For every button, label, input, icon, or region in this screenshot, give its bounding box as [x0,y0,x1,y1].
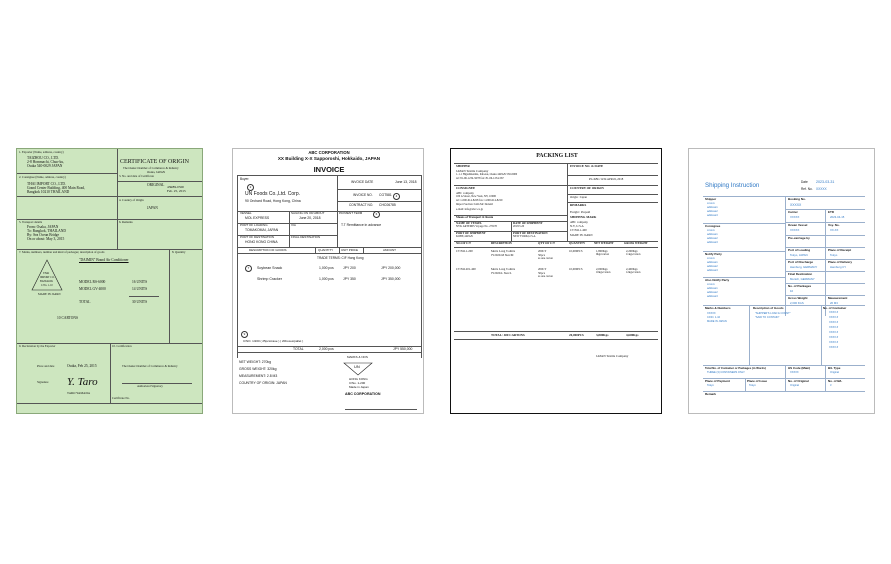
mark-line-3: BANGKOK [40,280,53,283]
col-description: DESCRIPTION OF GOODS [249,248,287,252]
buyer-name: UN Foods Co.,Ltd. Corp. [245,191,301,197]
packages-label: No. of Packages [788,284,812,288]
country-value: Origin : Japan [570,195,587,199]
item-1-desc: Soybean Snack [257,266,283,270]
payment-value: T.T Remittance in advance [341,223,382,227]
invoice-no-label: INVOICE NO. [353,193,373,197]
col-description: DESCRIPTION [491,241,512,245]
case-numbers: C/NO. 1/200 ( 25pcs/case ) ( 20boxes/pallet ) [243,339,304,343]
shipping-mark-1: ABC company [570,220,588,224]
delivery-label: Place of Delivery [828,260,853,264]
buyer-address: 90 Orchard Road, Hong Kong, China [245,199,301,203]
vessel-label: Ocean Vessel [788,223,808,227]
shipping-mark-label: SHIPPING MARK [570,215,597,219]
carrier-value: XXXXX [790,215,800,219]
invoice-no: CGT581 [379,193,392,197]
bl-type-value: Original [830,371,839,374]
shipper-line-3: address2 [707,210,718,213]
row-1-net2: 9kgs/carton [596,253,610,256]
original-value: Original [790,384,799,387]
discharge-value: Hamburg, GERMANY [790,265,818,269]
item-1-price: JPY 200 [343,266,356,270]
sailing-value: June 20, 2018 [299,216,321,220]
issuer-text: The Osaka Chamber of Commerce & Industry [123,166,179,170]
cert-no: 43R89-0500 [167,185,184,189]
remarks-value: Freight : Prepaid [570,210,591,214]
signer-name: TARO YAMADA [67,391,91,395]
consignee-label: Consignee [705,224,721,228]
exporter-address-1: 2-8 Hommachi, Chuo-ku, [27,160,64,164]
total-quantity: 30 UNITS [132,300,148,304]
col-amount: AMOUNT [383,248,396,252]
row-2-no: CT/NO.201-400 [456,267,476,271]
contract-no: CHC06785 [379,203,396,207]
exporter-label: 1. Exporter (Name, address, country) [19,150,64,154]
notify-line-3: address2 [707,265,718,268]
payment-label: PAYMENT TERM [339,211,363,215]
row-1-no: CT/NO.1-200 [456,249,473,253]
shipper-label: Shipper [705,197,717,201]
mark-un: UN [354,364,360,369]
container-label: No. of Container [823,306,847,310]
packing-signer: JAPAN Textile Company [596,354,629,358]
invoice-document [232,148,424,414]
row-1-qty: 200CT [538,249,547,253]
buyer-label: Buyer: [240,177,250,181]
notify-line-1: xxxxxx [707,257,715,260]
cartons-count: 10 CARTONS [57,316,78,320]
shipping-title: Shipping Instruction [705,182,760,189]
original-label: ORIGINAL [147,183,165,187]
shipper-name: JAPAN Textile Company [456,169,489,173]
vessel-label: NAME OF VESSEL [456,221,483,225]
circle-marker-2: 2 [247,184,254,191]
shipment-date-label: DATE OF SHIPMENT [513,221,543,225]
booking-value: XXXXX [790,203,802,207]
final-destination-value: Munich, GERMANY [790,277,815,281]
receipt-label: Place of Receipt [828,248,852,252]
measurement-value: 20 M3 [830,301,838,305]
destination-value: HONG KONG CHINA [245,240,278,244]
mark-line-2: IMPORT CO. [40,276,55,279]
also-notify-line-1: xxxxxx [707,283,715,286]
row-2-pcs2: as one carton [538,275,553,278]
col-qty-ct: QTY OF C/T [538,241,555,245]
row-2-qty: 200CT [538,267,547,271]
carrier-label: Carrier [788,210,798,214]
invoice-date: June 13, 2018 [395,180,417,184]
total-label: Total No. of Container or Packages (in Words) [705,366,766,370]
pod-label: PORT OF DESTINATION [513,231,548,235]
voyage-label: Voy. No. [828,223,840,227]
items-label: 7. Marks, numbers, number and kind of packages; description of goods [19,250,105,254]
marks-label: MARKS & NOS [347,355,368,359]
etd-label: ETD [828,210,834,214]
mark-line-4: C/No. 1-10 [41,284,53,287]
row-1-quantity: 10,000PCS [569,249,583,253]
circle-marker-6: 6 [373,211,380,218]
row-2-net2: 10kgs/carton [596,271,611,274]
shipment-date: 2018.5.20 [513,225,525,228]
trade-terms: TRADE TERMS: CIF Hong Kong [317,256,364,260]
booking-label: Booking No. [788,197,806,201]
packages-value: 10 [790,289,794,293]
consignee-line-2: address1 [707,233,718,236]
vessel-value: MOL EXPRESS [245,216,270,220]
precarriage-label: Pre-carriage by [788,236,810,240]
mark-cno: C/No. 1-200 [349,381,366,385]
marks-2: C/NO. 1-10 [707,316,721,319]
consignee-line-1: xxxxxx [707,229,715,232]
invoice-date-label: INVOICE DATE [351,180,374,184]
consignee-address-3: Import Section: John Mc Donald [456,203,493,206]
marks-label: Marks & Numbers [705,306,731,310]
consignee-line-3: address2 [707,237,718,240]
no-bl-label: No. of B/L [828,379,843,383]
row-1-net: 1,800Kgs [596,249,608,253]
also-notify-line-2: address1 [707,287,718,290]
hs-label: HS Code (Main) [788,366,811,370]
invoice-company: ABC CORPORATION [308,150,350,155]
total-qty: 2,000 pcs [319,347,334,351]
shipper-line-2: address1 [707,206,718,209]
item-1-qty: 1,000 pcs [319,266,334,270]
ref-value: XXXXX [816,187,827,191]
transport-by: By: Sea Ocean Bridge [27,233,60,237]
item-2-desc: Shrimp Cracker [257,277,282,281]
total-label: TOTAL [79,300,91,304]
certification-label: 10. Certification [112,344,132,348]
discharge-label: Port of Discharge [788,260,814,264]
pod-value: NEW YORK,U.S.A [513,235,536,238]
date-label: Date [801,180,808,184]
document-title: CERTIFICATE OF ORIGIN [120,159,189,165]
notify-line-4: address3 [707,269,718,272]
remarks-label: 6. Remarks [119,220,133,224]
total-net: 3,800Kgs [596,333,609,337]
cert-no-footer: Certificate No. [112,396,130,400]
country-value: JAPAN [147,206,158,210]
transport-to: To: Bangkok, THAILAND [27,229,66,233]
row-2-gross2: 12kgs/carton [626,271,641,274]
consignee-label: CONSIGNEE [456,186,476,190]
gross-weight: GROSS WEIGHT: 320kg [239,367,277,371]
loading-label: PORT OF LOADING [240,223,268,227]
consignee-label: 2. Consignee (Name, address, country) [19,175,66,179]
final-destination-label: FINAL DESTINATION [291,235,321,239]
total-amount: JPY 550,000 [393,347,413,351]
container-4: XXXX # [829,326,839,329]
loading-label: Port of Loading [788,248,811,252]
final-destination-label: Final Destination [788,272,813,276]
also-notify-line-3: address2 [707,291,718,294]
receipt-value: Tokyo [830,253,838,257]
sailing-label: SAILING ON OR ABOUT [291,211,325,215]
country-of-origin: COUNTRY OF ORIGIN: JAPAN [239,381,287,385]
col-gross-weight: GROSS WEIGHT [624,241,648,245]
contract-no-label: CONTRACT NO. [349,203,374,207]
row-1-desc: Men's Long T-shirts [491,249,516,253]
item-2-price: JPY 350 [343,277,356,281]
total-label: TOTAL: 400 CARTONS [491,333,525,337]
country-label: COUNTRY OF ORIGIN [570,186,604,190]
issue-label: Place of Issue [747,379,768,383]
invoice-address: XX Building X-X Sapporoshi, Hokkaido, JAPAN [277,156,381,161]
payment-place-label: Place of Payment [705,379,730,383]
exporter-name: TAIZHOU CO., LTD. [27,156,59,160]
shipper-address-1: 1-1-1 Higashitenma, Kita-ku, Osaka JAPAN 530-0000 [456,173,518,176]
signer-company: ABC CORPORATION [345,392,381,396]
mark-made: Made in Japan [349,385,369,389]
total-quantity: 20,000PCS [569,333,584,337]
goods-title: "DAIMIN" Brand Air Conditioner [79,258,129,262]
row-1-pcs: 50pcs [538,253,545,257]
measurement: MEASUREMENT: 2.8 M3 [239,374,278,378]
hs-value: XXXXX [790,371,799,374]
col-no-ct: NO.OF C/T [456,241,472,245]
place-date: Osaka, Feb 25, 2015 [67,364,97,368]
consignee-email: e-mail: info@abcc.co.jp [456,208,484,211]
mark-line-1: THAI [43,272,50,275]
pol-value: KOBE,JAPAN [456,235,473,238]
authorized-signatory: Authorized Signatory [137,384,163,388]
destination-label: PORT OF DESTINATION [240,235,275,239]
shipper-line-1: xxxxxx [707,202,715,205]
vessel-value: XXXXX [790,228,800,232]
loading-value: Tokyo, JAPAN [790,253,808,257]
transport-label: 5. Transport details [19,220,43,224]
shipper-label: SHIPPER [456,164,470,168]
voyage-value: XX-XX [830,228,839,232]
row-1-pcs2: as one carton [538,257,553,260]
row-2-pcs: 50pcs [538,271,545,275]
handwritten-signature: Y. Taro [67,376,98,388]
cert-date: Feb. 25, 2015 [167,189,186,193]
gross-value: 2,000 KGS [790,301,804,305]
ref-label: Ref. No. [801,187,813,191]
row-2-desc2: JY2020-L Size:L [491,271,512,275]
row-1-gross: 2,200Kgs [626,249,638,253]
invoice-no-value: PL/ABC/1234 APR.01,2018 [589,177,624,181]
packing-list-document [450,148,662,414]
goods-line-1: "SHIPPER'S LOAD & COUNT" [755,312,791,315]
remark-label: Remark [705,392,717,396]
quantity-2: 14 UNITS [132,287,148,291]
container-2: XXXX # [829,316,839,319]
payment-place-value: Tokyo [707,384,714,387]
circle-marker-7: 7 [245,265,252,272]
consignee-name: THAI IMPORT CO., LTD. [27,182,66,186]
pol-label: PORT OF SHIPMENT [456,231,486,235]
col-quantity: QUANTITY [569,241,586,245]
cert-no-label: 3. No. and date of Certificate [119,174,154,178]
transport-on: On or about: May 3, 2015 [27,237,65,241]
vessel-value: NYK ARTEMIS Voyage No. 27W/8 [456,225,497,228]
row-2-net: 2,000Kgs [596,267,608,271]
consignee-name: ABC company [456,191,474,195]
marks-1: XXXXX [707,312,716,315]
via-label: VIA [291,223,296,227]
description-label: Description of Goods [753,306,784,310]
goods-line-2: "SAID TO CONTAIN" [755,316,780,319]
original-label: No. of Original [788,379,809,383]
bl-type-label: B/L Type [828,366,841,370]
shipper-address-2: tel: 81-06-1234-5678 fax: 81-06-1234-567 [456,177,504,180]
notify-label: Notify Party [705,252,722,256]
mark-city: HONG KONG [349,377,368,381]
consignee-address-2: Bangkok 10210 THAILAND [27,190,70,194]
container-3: XXXX # [829,321,839,324]
container-7: XXXX # [829,341,839,344]
certificate-of-origin-document [16,148,203,414]
delivery-value: Hamburg CY [830,265,847,269]
col-unit-price: UNIT PRICE [341,248,358,252]
marks-3: MADE IN JAPAN [707,320,727,323]
row-2-desc: Men's Long T-shirts [491,267,516,271]
circle-marker-9: 9 [241,331,248,338]
vessel-label: VESSEL [240,211,252,215]
notify-line-2: address1 [707,261,718,264]
circle-marker-4: 4 [393,193,400,200]
signature-label: Signature [37,380,49,384]
measurement-label: Measurement [828,296,848,300]
consignee-address-1: Grand Center Building, 400 Main Road, [27,186,85,190]
row-2-gross: 2,400Kgs [626,267,638,271]
quantity-label: 8. Quantity [172,250,186,254]
gross-label: Gross Weight [788,296,808,300]
container-6: XXXX # [829,336,839,339]
chamber-name: The Osaka Chamber of Commerce & Industry [122,364,178,368]
model-2: MODEL GV-4000 [79,287,106,291]
remarks-label: REMARKS [570,203,587,207]
shipping-mark-2: N.Y, U.S.A [570,224,584,228]
loading-value: TOMAKOMAI, JAPAN [245,228,279,232]
means-label: Means of Transport & Route [456,215,494,219]
shipping-mark-3: CT/NO.1-400 [570,228,587,232]
shipper-line-4: address3 [707,214,718,217]
place-label: Place and date [37,364,55,368]
col-quantity: QUANTITY [318,248,334,252]
total-gross: 4,600Kgs [626,333,639,337]
item-1-amount: JPY 200,000 [381,266,401,270]
quantity-1: 16 UNITS [132,280,148,284]
row-1-gross2: 11kgs/carton [626,253,641,256]
container-5: XXXX # [829,331,839,334]
item-2-qty: 1,000 pcs [319,277,334,281]
etd-value: 2023-04-15 [830,215,845,219]
net-weight: NET WEIGHT: 270kg [239,360,271,364]
invoice-no-label: INVOICE NO. & DATE [570,164,604,168]
shipping-instruction-document [688,148,875,414]
also-notify-line-4: address3 [707,295,718,298]
col-net-weight: NET WEIGHT [594,241,614,245]
shipping-mark-4: MADE IN JAPAN [570,233,593,237]
total-label: TOTAL [293,347,304,351]
transport-from: From: Osaka, JAPAN [27,225,59,229]
also-notify-label: Also Notify Party [705,278,730,282]
item-2-amount: JPY 350,000 [381,277,401,281]
no-bl-value: 3 [830,384,832,387]
container-8: XXXX # [829,346,839,349]
country-label: 4. Country of Origin [119,198,144,202]
issuer-city: Osaka, JAPAN [147,170,166,174]
invoice-title: INVOICE [313,165,345,174]
packing-title: PACKING LIST [536,153,578,159]
exporter-address-2: Osaka 540-0029 JAPAN [27,164,63,168]
date-value: 2023-03-31 [816,180,835,184]
mark-line-5: MADE IN JAPAN [38,292,61,296]
consignee-address-2: tel: 1-000-614-8228 fax: 1-000-614-8229 [456,199,503,202]
row-1-desc2: JY2020-M Size:M [491,253,514,257]
declaration-label: 9. Declaration by the Exporter [19,344,56,348]
total-value: THREE (3) CONTAINERS ONLY [707,371,745,374]
row-2-quantity: 10,000PCS [569,267,583,271]
issue-value: Tokyo [749,384,756,387]
consignee-line-4: address3 [707,241,718,244]
container-1: XXXX # [829,311,839,314]
model-1: MODEL RS-6000 [79,280,106,284]
consignee-address-1: 100 A Street, New York, NY, 10000 [456,195,497,198]
